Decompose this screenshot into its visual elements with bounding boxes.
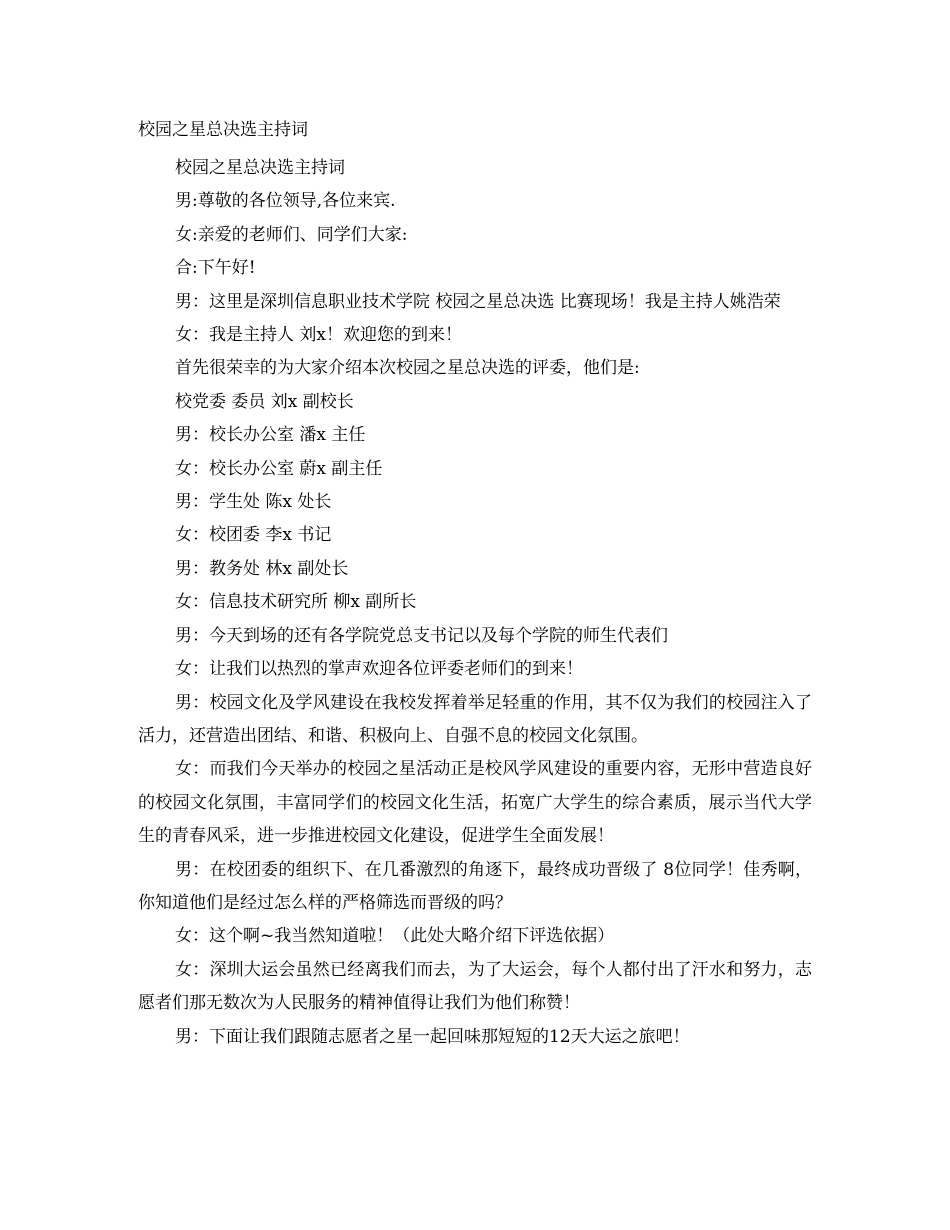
- paragraph: 男：学生处 陈x 处长: [175, 492, 332, 513]
- paragraph: 女：我是主持人 刘x！欢迎您的到来！: [175, 325, 462, 346]
- document-body: [138, 152, 812, 1054]
- paragraph: 男：这里是深圳信息职业技术学院 校园之星总决选 比赛现场！我是主持人姚浩荣: [175, 291, 781, 312]
- paragraph: 女：这个啊~我当然知道啦！（此处大略介绍下评选依据）: [175, 926, 615, 947]
- paragraph: 女：让我们以热烈的掌声欢迎各位评委老师们的到来！: [175, 659, 583, 680]
- document-title: 校园之星总决选主持词: [138, 120, 308, 140]
- paragraph: 女：校团委 李x 书记: [175, 525, 332, 546]
- paragraph: 校党委 委员 刘x 副校长: [175, 391, 354, 412]
- paragraph: 男：校长办公室 潘x 主任: [175, 425, 366, 446]
- paragraph: 男：下面让我们跟随志愿者之星一起回味那短短的12天大运之旅吧！: [175, 1026, 690, 1047]
- paragraph: 女：信息技术研究所 柳x 副所长: [175, 592, 417, 613]
- paragraph: 首先很荣幸的为大家介绍本次校园之星总决选的评委，他们是:: [175, 358, 640, 379]
- paragraph: 合:下午好!: [175, 258, 256, 279]
- paragraph: 女:亲爱的老师们、同学们大家:: [175, 224, 408, 245]
- paragraph: 男：校园文化及学风建设在我校发挥着举足轻重的作用，其不仅为我们的校园注入了活力，还营造出团结、和谐、积极向上、自强不息的校园文化氛围。: [138, 692, 812, 746]
- paragraph: 男：今天到场的还有各学院党总支书记以及每个学院的师生代表们: [175, 625, 668, 646]
- paragraph: 男:尊敬的各位领导,各位来宾.: [175, 191, 396, 212]
- paragraph: 校园之星总决选主持词: [175, 158, 345, 178]
- paragraph: 女：深圳大运会虽然已经离我们而去，为了大运会，每个人都付出了汗水和努力，志愿者们那无数次为人民服务的精神值得让我们为他们称赞！: [138, 959, 812, 1014]
- paragraph: 男：在校团委的组织下、在几番激烈的角逐下，最终成功晋级了 8位同学！佳秀啊，你知道他们是经过怎么样的严格筛选而晋级的吗？: [138, 859, 812, 913]
- paragraph: 女：而我们今天举办的校园之星活动正是校风学风建设的重要内容，无形中营造良好的校园文化氛围，丰富同学们的校园文化生活，拓宽广大学生的综合素质，展示当代大学生的青春风采，进一步推进校园文化建设，促进学生全面发展！: [138, 759, 812, 847]
- paragraph: 女：校长办公室 蔚x 副主任: [175, 458, 383, 479]
- paragraph: 男：教务处 林x 副处长: [175, 558, 349, 579]
